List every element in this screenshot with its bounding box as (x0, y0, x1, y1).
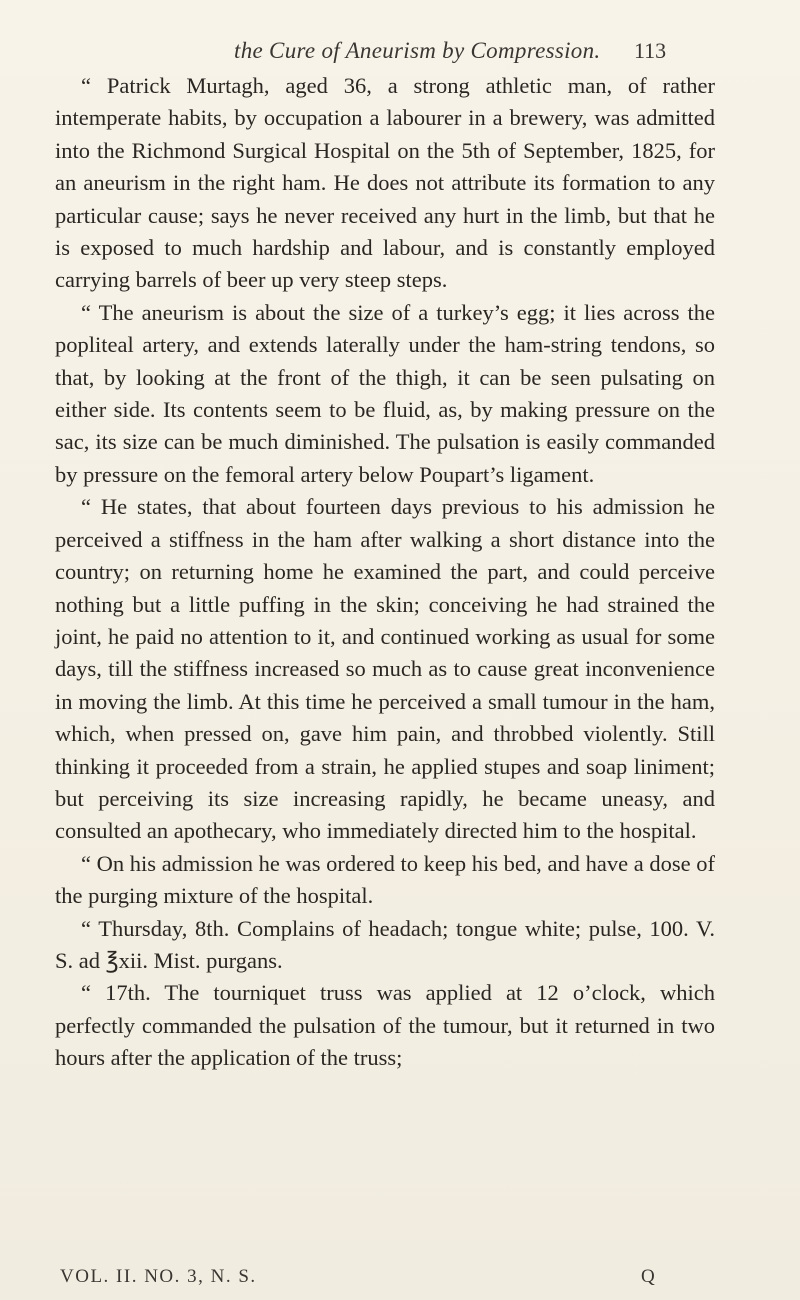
page-header (0, 38, 800, 70)
paragraph-aneurism-description: “ The aneurism is about the size of a turkey’s egg; it lies across the popliteal artery, and extends laterally under the ham-string tendons, so that, by looking at the front of the thigh, it can be seen pulsating on either side. Its contents seem to be fluid, as, by making pressure on the sac, its size can be much diminished. The pulsation is easily commanded by pressure on the femoral artery below Poupart’s ligament. (55, 299, 715, 487)
body-text (55, 70, 715, 1075)
paragraph-orders: “ On his admission he was ordered to keep his bed, and have a dose of the purging mixture of the hospital. (55, 850, 715, 909)
volume-signature: VOL. II. NO. 3, N. S. (60, 1266, 257, 1287)
page-number: 113 (634, 38, 667, 63)
page-footer (0, 1266, 800, 1294)
running-head: the Cure of Aneurism by Compression. (234, 38, 601, 63)
paragraph-thursday-8th: “ Thursday, 8th. Complains of headach; tongue white; pulse, 100. V. S. ad ℥xii. Mist. purgans. (55, 915, 715, 973)
paragraph-17th: “ 17th. The tourniquet truss was applied at 12 o’clock, which perfectly commanded the pulsation of the tumour, but it returned in two hours after the application of the truss; (55, 980, 715, 1071)
paragraph-history: “ He states, that about fourteen days previous to his admission he perceived a stiffness in the ham after walking a short distance into the country; on returning home he examined the part, and could perceive nothing but a little puffing in the skin; conceiving he had strained the joint, he paid no attention to it, and continued working as usual for some days, till the stiffness increased so much as to cause great inconvenience in moving the limb. At this time he perceived a small tumour in the ham, which, when pressed on, gave him pain, and throbbed violently. Still thinking it proceeded from a strain, he applied stupes and soap liniment; but perceiving its size increasing rapidly, he became uneasy, and consulted an apothecary, who immediately directed him to the hospital. (55, 494, 715, 844)
paragraph-admission: “ Patrick Murtagh, aged 36, a strong athletic man, of rather intemperate habits, by occupation a labourer in a brewery, was admitted into the Richmond Surgical Hospital on the 5th of September, 1825, for an aneurism in the right ham. He does not attribute its formation to any particular cause; says he never received any hurt in the limb, but that he is exposed to much hardship and labour, and is constantly employed carrying barrels of beer up very steep steps. (55, 73, 715, 293)
sheet-mark: Q (641, 1266, 655, 1287)
